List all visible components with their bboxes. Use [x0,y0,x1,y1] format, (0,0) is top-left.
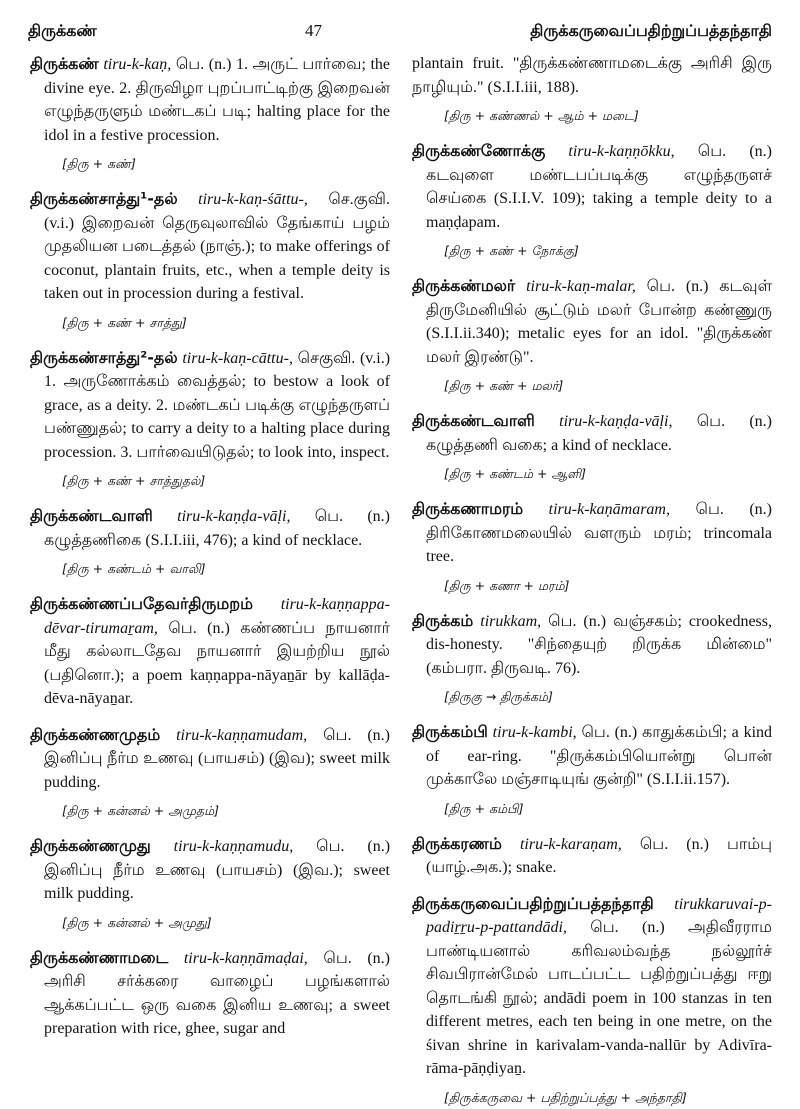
entry-definition [412,720,772,792]
definition-text: பெ. (n.) கழுத்தணிகை (S.I.I.iii, 476); a kind of necklace. [44,508,391,549]
transliteration: tirukkam, [480,612,542,630]
dictionary-entry [412,274,772,397]
headword: திருக்கம் [412,610,474,630]
dictionary-entry [412,409,772,485]
entry-definition [412,892,772,1081]
etymology: [திருக்கருவை + பதிற்றுப்பத்து + அந்தாதி] [444,1089,687,1105]
entry-definition [412,52,772,99]
etymology: [திரு + கண்டம் + வாலி] [62,561,206,576]
transliteration: tiru-k-kaṇṇōkku, [568,143,675,160]
headword: திருக்கருவைப்பதிற்றுப்பத்தந்தாதி [412,893,654,913]
headword: திருக்கண்ணமுது [30,836,151,855]
etymology: [திரு + கம்பி] [444,800,524,816]
etymology: [திரு + கண்ணல் + ஆம் + மடை] [444,108,639,123]
entry-definition [30,187,390,306]
entry-definition [30,52,390,147]
headword: திருக்கண்ணப்பதேவர்திருமறம் [30,594,253,613]
definition-text: பெ. (n.) கழுத்தணி வகை; a kind of necklace. [426,413,773,454]
headword: திருக்கண்டவாளி [30,506,153,525]
transliteration: tiru-k-kaṇṇappa-dēvar-tirumaṟam, [44,596,390,637]
dictionary-entry [412,892,772,1109]
dictionary-entry [30,946,390,1041]
definition-text: plantain fruit. "திருக்கண்ணாமடைக்கு அரிசி இரு நாழியும்." (S.I.I.iii, 188). [412,55,772,96]
dictionary-entry [30,723,390,823]
definition-text: பெ. (n.) பாம்பு (யாழ்.அக.); snake. [426,835,773,876]
entry-definition [412,497,772,569]
headword: திருக்கம்பி [412,722,488,741]
dictionary-entry [30,834,390,934]
transliteration: tiru-k-kaṇ-cāttu-, [182,349,293,367]
definition-text: பெ. (n.) கடவுள் திருமேனியில் சூட்டும் மலர் போன்ற கண்ணுரு (S.I.I.ii.340); metalic eyes for an idol. "திருக்கண் மலர் இரண்டு". [426,278,773,366]
page-columns [30,52,773,1105]
definition-text: பெ. (n.) இனிப்பு நீர்ம உணவு (பாயசம்) (இவ.); sweet milk pudding. [44,838,391,902]
transliteration: tiru-k-kaṇ-malar, [526,278,636,295]
entry-definition [412,409,772,457]
transliteration: tiru-k-kaṇṇamudam, [176,726,308,744]
etymology: [திரு + கண் + சாத்து] [62,314,187,330]
transliteration: tiru-k-kaṇḍa-vāḷi, [559,413,673,430]
dictionary-entry [30,187,390,334]
left-column [30,52,390,1090]
headword: திருக்கண்ணமுதம் [30,724,161,744]
dictionary-entry [30,346,390,493]
transliteration: tiru-k-kaṇ-śāttu-, [198,191,308,208]
dictionary-entry [30,592,390,711]
entry-definition [30,346,390,465]
entry-definition [30,723,390,795]
entry-definition [30,946,390,1041]
entry-definition [30,834,390,906]
definition-text: பெ. (n.) வஞ்சகம்; crookedness, dis-honesty. "சிந்தையுற் றிருக்க மின்மை" (கம்பரா. திருவடி. 76). [426,612,773,677]
transliteration: tiru-k-kaṇāmaram, [548,501,670,518]
etymology: [திரு + கண்] [62,156,136,171]
running-head-right: திருக்கருவைப்பதிற்றுப்பத்தந்தாதி [530,20,772,40]
dictionary-entry [30,52,390,175]
headword: திருக்கண்டவாளி [412,411,535,430]
headword: திருக்கண்மலர் [412,276,516,295]
entry-definition [30,592,390,711]
headword: திருக்கண்சாத்து²-தல் [30,347,178,367]
dictionary-entry [412,832,772,880]
page-number: 47 [305,21,323,40]
headword: திருக்கணாமரம் [412,499,524,518]
etymology: [திரு + கண் + மலர்] [444,378,564,393]
definition-text: பெ. (n.) கண்ணப்ப நாயனார் மீது கல்லாடதேவ நாயனார் இயற்றிய நூல் (பதினொ.); a poem kaṇṇappa-nāyaṉār by kallāḍa-dēva-nāyaṉar. [44,619,390,707]
headword: திருக்கண் [30,54,99,73]
etymology: [திரு + கன்னல் + அமுது] [62,914,212,930]
transliteration: tirukkaruvai-p-padiṟṟu-p-pattandādi, [426,895,772,936]
dictionary-entry [412,139,772,262]
entry-definition [412,139,772,234]
definition-text: பெ. (n.) அதிவீரராம பாண்டியனால் கரிவலம்வந்த நல்லூர்ச் சிவபிரான்மேல் பாடப்பட்ட பதிற்றுப்பத்து ஈறு தொடங்கி நூல்; andādi poem in 100 stanzas in ten different metres, each ten being in one metre, on the śivan shrine in karivalam-vanda-nallūr by Adivīra-rāma-pāṇḍiyaṉ. [426,919,772,1077]
definition-text: பெ. (n.) 1. அருட் பார்வை; the divine eye. 2. திருவிழா புறப்பாட்டிற்கு இறைவன் எழுந்தருளும் மண்டகப் படி; halting place for the idol in a festive procession. [44,56,390,144]
etymology: [திரு + கண் + நோக்கு] [444,243,579,258]
definition-text: பெ. (n.) காதுக்கம்பி; a kind of ear-ring. "திருக்கம்பியொன்று பொன் முக்காலே மஞ்சாடியுங் குன்றி" (S.I.I.ii.157). [426,724,773,788]
etymology: [திரு + கண் + சாத்துதல்] [62,473,206,488]
definition-text: செ.குவி. (v.i.) இறைவன் தெருவுலாவில் தேங்காய் பழம் முதலியன படைத்தல் (நாஞ்.); to make offerings of coconut, plantain fruits, etc., when a temple deity is taken out in procession during a festival. [44,191,390,302]
headword: திருக்கண்சாத்து¹-தல் [30,189,178,208]
definition-text: பெ. (n.) அரிசி சர்க்கரை வாழைப் பழங்களால் ஆக்கப்பட்ட ஒரு வகை இனிய உணவு; a sweet preparation with rice, ghee, sugar and [44,949,391,1037]
transliteration: tiru-k-kaṇḍa-vāḷi, [177,508,291,525]
transliteration: tiru-k-kaṇṇamudu, [173,838,294,855]
dictionary-entry [412,497,772,597]
definition-text: செகுவி. (v.i.) 1. அருணோக்கம் வைத்தல்; to bestow a look of grace, as a deity. 2. மண்டகப் படிக்கு எழுந்தருளப் பண்ணுதல்; to carry a deity to a halting place during procession. 3. பார்வையிடுதல்; to look into, inspect. [44,349,391,461]
dictionary-entry [412,609,772,709]
definition-text: பெ. (n.) இனிப்பு நீர்ம உணவு (பாயசம்) (இவ); sweet milk pudding. [44,726,391,791]
etymology: [திரு + கண்டம் + ஆளி] [444,466,586,481]
transliteration: tiru-k-karaṇam, [519,835,622,853]
etymology: [திரு + கன்னல் + அமுதம்] [62,803,220,818]
transliteration: tiru-k-kaṇṇāmaḍai, [183,949,308,967]
running-head-left: திருக்கண் [28,20,97,40]
definition-text: பெ. (n.) திரிகோணமலையில் வளரும் மரம்; trincomala tree. [426,501,773,565]
right-column [412,52,773,1105]
page-header [28,14,772,48]
headword: திருக்கண்ணோக்கு [412,141,546,160]
definition-text: பெ. (n.) கடவுளை மண்டபப்படிக்கு எழுந்தருளச் செய்கை (S.I.I.V. 109); taking a temple deity to a maṇḍapam. [426,143,773,231]
entry-definition [412,609,772,681]
transliteration: tiru-k-kaṇ, [103,56,172,73]
entry-definition [412,832,772,880]
continued-entry [412,52,772,127]
headword: திருக்கரணம் [412,833,502,853]
transliteration: tiru-k-kambi, [492,724,577,741]
entry-definition [30,504,390,552]
etymology: [திருகு → திருக்கம்] [444,689,553,704]
headword: திருக்கண்ணாமடை [30,947,169,967]
etymology: [திரு + கணா + மரம்] [444,577,570,593]
dictionary-entry [30,504,390,580]
entry-definition [412,274,772,369]
dictionary-entry [412,720,772,820]
